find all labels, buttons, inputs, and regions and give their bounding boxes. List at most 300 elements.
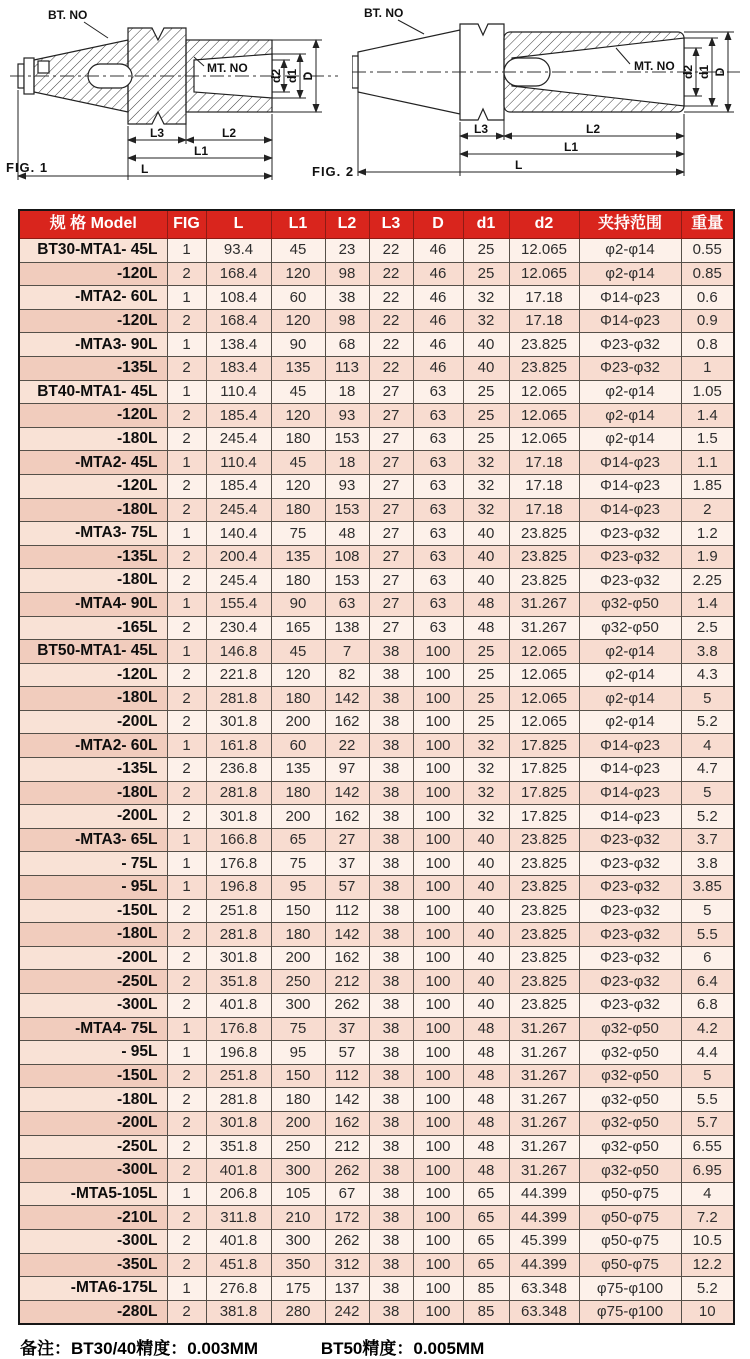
value-cell: 196.8	[206, 876, 271, 900]
value-cell: 168.4	[206, 309, 271, 333]
value-cell: 4	[681, 734, 734, 758]
value-cell: 250	[271, 1135, 325, 1159]
fig2-label-d2: d2	[681, 64, 695, 80]
value-cell: 2.5	[681, 616, 734, 640]
value-cell: 110.4	[206, 380, 271, 404]
fig2-caption: FIG. 2	[312, 164, 355, 179]
value-cell: 108.4	[206, 286, 271, 310]
fig1-label-L3: L3	[150, 126, 165, 140]
value-cell: 45	[271, 380, 325, 404]
value-cell: 25	[463, 663, 509, 687]
value-cell: 38	[369, 1041, 413, 1065]
value-cell: 25	[463, 710, 509, 734]
value-cell: 46	[413, 286, 463, 310]
value-cell: 44.399	[509, 1253, 579, 1277]
fig1-drawing	[8, 4, 348, 200]
value-cell: 100	[413, 1253, 463, 1277]
value-cell: 2	[167, 710, 206, 734]
value-cell: 100	[413, 805, 463, 829]
value-cell: 3.85	[681, 876, 734, 900]
value-cell: 45.399	[509, 1229, 579, 1253]
value-cell: 17.825	[509, 734, 579, 758]
value-cell: 63	[413, 569, 463, 593]
value-cell: 1	[167, 828, 206, 852]
value-cell: 1.1	[681, 451, 734, 475]
value-cell: 2	[167, 1253, 206, 1277]
value-cell: 5	[681, 899, 734, 923]
value-cell: Φ23-φ32	[579, 923, 681, 947]
value-cell: 40	[463, 923, 509, 947]
value-cell: 38	[369, 1277, 413, 1301]
table-row	[19, 356, 734, 380]
value-cell: 63	[413, 404, 463, 428]
value-cell: 37	[325, 852, 369, 876]
value-cell: 48	[463, 592, 509, 616]
value-cell: 2	[167, 404, 206, 428]
value-cell: 38	[369, 1253, 413, 1277]
value-cell: 32	[463, 734, 509, 758]
value-cell: 37	[325, 1017, 369, 1041]
value-cell: 6.8	[681, 994, 734, 1018]
table-row	[19, 404, 734, 428]
value-cell: Φ14-φ23	[579, 498, 681, 522]
value-cell: 3.8	[681, 852, 734, 876]
value-cell: 112	[325, 899, 369, 923]
table-row	[19, 970, 734, 994]
value-cell: 155.4	[206, 592, 271, 616]
value-cell: 100	[413, 899, 463, 923]
value-cell: 150	[271, 899, 325, 923]
value-cell: 38	[369, 1135, 413, 1159]
value-cell: 2	[681, 498, 734, 522]
value-cell: 100	[413, 828, 463, 852]
value-cell: 38	[369, 1182, 413, 1206]
value-cell: φ2-φ14	[579, 663, 681, 687]
table-row	[19, 828, 734, 852]
value-cell: 172	[325, 1206, 369, 1230]
model-cell: -280L	[19, 1300, 167, 1324]
value-cell: 206.8	[206, 1182, 271, 1206]
value-cell: 212	[325, 970, 369, 994]
table-body	[19, 239, 734, 1325]
value-cell: 262	[325, 1229, 369, 1253]
value-cell: 281.8	[206, 923, 271, 947]
value-cell: 25	[463, 262, 509, 286]
fig1-label-mt-no: MT. NO	[207, 61, 248, 75]
value-cell: 44.399	[509, 1206, 579, 1230]
value-cell: φ2-φ14	[579, 427, 681, 451]
column-header: 重量	[681, 210, 734, 239]
value-cell: 23.825	[509, 333, 579, 357]
value-cell: 242	[325, 1300, 369, 1324]
value-cell: 90	[271, 592, 325, 616]
fig1-label-bt-no: BT. NO	[48, 8, 88, 22]
value-cell: 2	[167, 946, 206, 970]
value-cell: 1	[167, 1041, 206, 1065]
value-cell: 0.85	[681, 262, 734, 286]
value-cell: 2	[167, 498, 206, 522]
value-cell: 5.7	[681, 1111, 734, 1135]
value-cell: 196.8	[206, 1041, 271, 1065]
value-cell: 4	[681, 1182, 734, 1206]
value-cell: 6.4	[681, 970, 734, 994]
value-cell: 100	[413, 923, 463, 947]
value-cell: Φ14-φ23	[579, 781, 681, 805]
value-cell: 22	[369, 356, 413, 380]
value-cell: 40	[463, 828, 509, 852]
value-cell: 40	[463, 876, 509, 900]
value-cell: 251.8	[206, 899, 271, 923]
value-cell: 23.825	[509, 852, 579, 876]
value-cell: 57	[325, 1041, 369, 1065]
model-cell: -MTA2- 60L	[19, 734, 167, 758]
value-cell: 23.825	[509, 923, 579, 947]
value-cell: 1	[167, 522, 206, 546]
value-cell: 2	[167, 1300, 206, 1324]
model-cell: -180L	[19, 1088, 167, 1112]
value-cell: 262	[325, 1159, 369, 1183]
fig2-label-mt-no: MT. NO	[634, 59, 675, 73]
value-cell: 32	[463, 498, 509, 522]
model-cell: -350L	[19, 1253, 167, 1277]
value-cell: 48	[325, 522, 369, 546]
table-row	[19, 1111, 734, 1135]
value-cell: 142	[325, 687, 369, 711]
fig1-label-L: L	[141, 162, 149, 176]
value-cell: φ50-φ75	[579, 1182, 681, 1206]
note-precision-bt50: BT50精度：0.005MM	[320, 1339, 485, 1359]
value-cell: 300	[271, 1159, 325, 1183]
model-cell: BT30-MTA1- 45L	[19, 239, 167, 263]
value-cell: 200	[271, 805, 325, 829]
value-cell: 301.8	[206, 1111, 271, 1135]
table-row	[19, 309, 734, 333]
value-cell: 311.8	[206, 1206, 271, 1230]
value-cell: Φ23-φ32	[579, 333, 681, 357]
value-cell: 135	[271, 356, 325, 380]
value-cell: 65	[463, 1206, 509, 1230]
value-cell: 27	[369, 451, 413, 475]
value-cell: 100	[413, 1229, 463, 1253]
table-row	[19, 687, 734, 711]
value-cell: Φ14-φ23	[579, 758, 681, 782]
column-header: L2	[325, 210, 369, 239]
column-header: D	[413, 210, 463, 239]
value-cell: 98	[325, 309, 369, 333]
model-cell: -MTA6-175L	[19, 1277, 167, 1301]
value-cell: φ32-φ50	[579, 1017, 681, 1041]
value-cell: 176.8	[206, 852, 271, 876]
table-row	[19, 380, 734, 404]
value-cell: 27	[369, 545, 413, 569]
value-cell: 25	[463, 687, 509, 711]
value-cell: 1	[167, 1182, 206, 1206]
fig1-label-L1: L1	[194, 144, 209, 158]
value-cell: 5	[681, 1064, 734, 1088]
value-cell: φ2-φ14	[579, 640, 681, 664]
value-cell: 40	[463, 852, 509, 876]
model-cell: -180L	[19, 781, 167, 805]
value-cell: 381.8	[206, 1300, 271, 1324]
value-cell: 38	[369, 1229, 413, 1253]
value-cell: Φ23-φ32	[579, 876, 681, 900]
table-row	[19, 239, 734, 263]
value-cell: 281.8	[206, 687, 271, 711]
value-cell: 166.8	[206, 828, 271, 852]
model-cell: -150L	[19, 899, 167, 923]
value-cell: 1.9	[681, 545, 734, 569]
value-cell: 31.267	[509, 1064, 579, 1088]
value-cell: 2	[167, 309, 206, 333]
column-header: d2	[509, 210, 579, 239]
value-cell: 0.55	[681, 239, 734, 263]
value-cell: 10.5	[681, 1229, 734, 1253]
value-cell: 2	[167, 545, 206, 569]
value-cell: 2	[167, 356, 206, 380]
value-cell: φ2-φ14	[579, 404, 681, 428]
fig1-label-D: D	[301, 71, 315, 81]
value-cell: 68	[325, 333, 369, 357]
value-cell: 301.8	[206, 946, 271, 970]
value-cell: 38	[369, 1064, 413, 1088]
value-cell: 27	[369, 569, 413, 593]
value-cell: 2	[167, 569, 206, 593]
value-cell: φ32-φ50	[579, 1088, 681, 1112]
value-cell: 245.4	[206, 427, 271, 451]
model-cell: -135L	[19, 545, 167, 569]
value-cell: 2	[167, 1064, 206, 1088]
value-cell: φ32-φ50	[579, 616, 681, 640]
value-cell: 1	[167, 876, 206, 900]
model-cell: -300L	[19, 1159, 167, 1183]
value-cell: 17.18	[509, 498, 579, 522]
value-cell: 451.8	[206, 1253, 271, 1277]
value-cell: 38	[369, 640, 413, 664]
value-cell: 63.348	[509, 1277, 579, 1301]
value-cell: φ2-φ14	[579, 380, 681, 404]
value-cell: 162	[325, 946, 369, 970]
value-cell: 40	[463, 994, 509, 1018]
model-cell: - 95L	[19, 1041, 167, 1065]
value-cell: 22	[369, 309, 413, 333]
value-cell: 40	[463, 970, 509, 994]
value-cell: 31.267	[509, 1041, 579, 1065]
value-cell: 31.267	[509, 1111, 579, 1135]
value-cell: 200	[271, 710, 325, 734]
value-cell: 100	[413, 640, 463, 664]
value-cell: φ2-φ14	[579, 710, 681, 734]
value-cell: 85	[463, 1300, 509, 1324]
value-cell: 1	[167, 451, 206, 475]
value-cell: 93.4	[206, 239, 271, 263]
value-cell: 100	[413, 663, 463, 687]
value-cell: 2	[167, 923, 206, 947]
value-cell: 38	[369, 828, 413, 852]
value-cell: 12.065	[509, 663, 579, 687]
value-cell: φ32-φ50	[579, 1111, 681, 1135]
value-cell: 113	[325, 356, 369, 380]
value-cell: 40	[463, 545, 509, 569]
value-cell: 22	[369, 262, 413, 286]
value-cell: Φ23-φ32	[579, 899, 681, 923]
model-cell: -150L	[19, 1064, 167, 1088]
value-cell: 185.4	[206, 474, 271, 498]
value-cell: 45	[271, 239, 325, 263]
value-cell: 180	[271, 923, 325, 947]
value-cell: 12.065	[509, 380, 579, 404]
technical-drawings	[0, 0, 750, 205]
value-cell: 153	[325, 569, 369, 593]
value-cell: 100	[413, 1064, 463, 1088]
value-cell: 2	[167, 616, 206, 640]
value-cell: 108	[325, 545, 369, 569]
value-cell: 27	[325, 828, 369, 852]
value-cell: 40	[463, 569, 509, 593]
value-cell: 75	[271, 522, 325, 546]
model-cell: - 95L	[19, 876, 167, 900]
value-cell: 2	[167, 899, 206, 923]
value-cell: 245.4	[206, 498, 271, 522]
value-cell: 1	[167, 239, 206, 263]
value-cell: 63	[413, 522, 463, 546]
value-cell: 63	[413, 451, 463, 475]
table-row	[19, 616, 734, 640]
value-cell: 63	[413, 498, 463, 522]
value-cell: 2	[167, 262, 206, 286]
value-cell: 25	[463, 404, 509, 428]
value-cell: 1	[167, 734, 206, 758]
value-cell: 236.8	[206, 758, 271, 782]
table-row	[19, 899, 734, 923]
model-cell: -135L	[19, 758, 167, 782]
value-cell: 4.7	[681, 758, 734, 782]
value-cell: 32	[463, 309, 509, 333]
table-row	[19, 569, 734, 593]
model-cell: -180L	[19, 569, 167, 593]
value-cell: 120	[271, 262, 325, 286]
value-cell: 183.4	[206, 356, 271, 380]
value-cell: 17.18	[509, 309, 579, 333]
value-cell: 18	[325, 380, 369, 404]
table-row	[19, 852, 734, 876]
value-cell: 40	[463, 899, 509, 923]
value-cell: 38	[325, 286, 369, 310]
value-cell: 230.4	[206, 616, 271, 640]
value-cell: 48	[463, 1111, 509, 1135]
value-cell: 31.267	[509, 616, 579, 640]
value-cell: 120	[271, 663, 325, 687]
value-cell: 65	[463, 1182, 509, 1206]
value-cell: 48	[463, 1017, 509, 1041]
value-cell: 31.267	[509, 1159, 579, 1183]
value-cell: 2	[167, 994, 206, 1018]
fig2-label-L: L	[515, 158, 523, 172]
table-row	[19, 1300, 734, 1324]
model-cell: -200L	[19, 805, 167, 829]
value-cell: Φ14-φ23	[579, 474, 681, 498]
value-cell: 38	[369, 663, 413, 687]
value-cell: 0.8	[681, 333, 734, 357]
value-cell: 5	[681, 687, 734, 711]
value-cell: 142	[325, 923, 369, 947]
value-cell: 27	[369, 592, 413, 616]
model-cell: -200L	[19, 1111, 167, 1135]
value-cell: 401.8	[206, 1229, 271, 1253]
value-cell: 2	[167, 663, 206, 687]
value-cell: 63.348	[509, 1300, 579, 1324]
value-cell: 38	[369, 710, 413, 734]
value-cell: 180	[271, 781, 325, 805]
value-cell: 100	[413, 1182, 463, 1206]
value-cell: 27	[369, 522, 413, 546]
table-row	[19, 1041, 734, 1065]
value-cell: 1	[167, 1277, 206, 1301]
value-cell: 38	[369, 1206, 413, 1230]
table-row	[19, 1088, 734, 1112]
value-cell: 2	[167, 474, 206, 498]
value-cell: 2	[167, 1111, 206, 1135]
value-cell: 31.267	[509, 1088, 579, 1112]
value-cell: 4.2	[681, 1017, 734, 1041]
value-cell: 1.05	[681, 380, 734, 404]
table-row	[19, 592, 734, 616]
model-cell: -MTA3- 90L	[19, 333, 167, 357]
table-row	[19, 522, 734, 546]
value-cell: 6	[681, 946, 734, 970]
value-cell: 63	[413, 474, 463, 498]
value-cell: 162	[325, 1111, 369, 1135]
footer-note	[20, 1334, 750, 1359]
model-cell: -250L	[19, 1135, 167, 1159]
model-cell: -210L	[19, 1206, 167, 1230]
column-header: d1	[463, 210, 509, 239]
value-cell: 140.4	[206, 522, 271, 546]
value-cell: 250	[271, 970, 325, 994]
value-cell: 3.7	[681, 828, 734, 852]
value-cell: 65	[463, 1253, 509, 1277]
value-cell: 90	[271, 333, 325, 357]
value-cell: 300	[271, 1229, 325, 1253]
table-row	[19, 262, 734, 286]
value-cell: 31.267	[509, 592, 579, 616]
value-cell: 23.825	[509, 970, 579, 994]
value-cell: 1.4	[681, 404, 734, 428]
table-row	[19, 498, 734, 522]
table-row	[19, 663, 734, 687]
table-row	[19, 1017, 734, 1041]
value-cell: 18	[325, 451, 369, 475]
value-cell: 281.8	[206, 1088, 271, 1112]
fig1-label-L2: L2	[222, 126, 237, 140]
value-cell: 142	[325, 781, 369, 805]
value-cell: 221.8	[206, 663, 271, 687]
value-cell: 23.825	[509, 569, 579, 593]
value-cell: 23.825	[509, 522, 579, 546]
value-cell: 32	[463, 781, 509, 805]
value-cell: 401.8	[206, 1159, 271, 1183]
value-cell: 32	[463, 805, 509, 829]
value-cell: 1.5	[681, 427, 734, 451]
value-cell: 98	[325, 262, 369, 286]
model-cell: -200L	[19, 946, 167, 970]
value-cell: 1	[681, 356, 734, 380]
value-cell: 38	[369, 805, 413, 829]
value-cell: 63	[413, 380, 463, 404]
value-cell: 276.8	[206, 1277, 271, 1301]
value-cell: φ32-φ50	[579, 592, 681, 616]
value-cell: 1	[167, 640, 206, 664]
value-cell: φ2-φ14	[579, 239, 681, 263]
